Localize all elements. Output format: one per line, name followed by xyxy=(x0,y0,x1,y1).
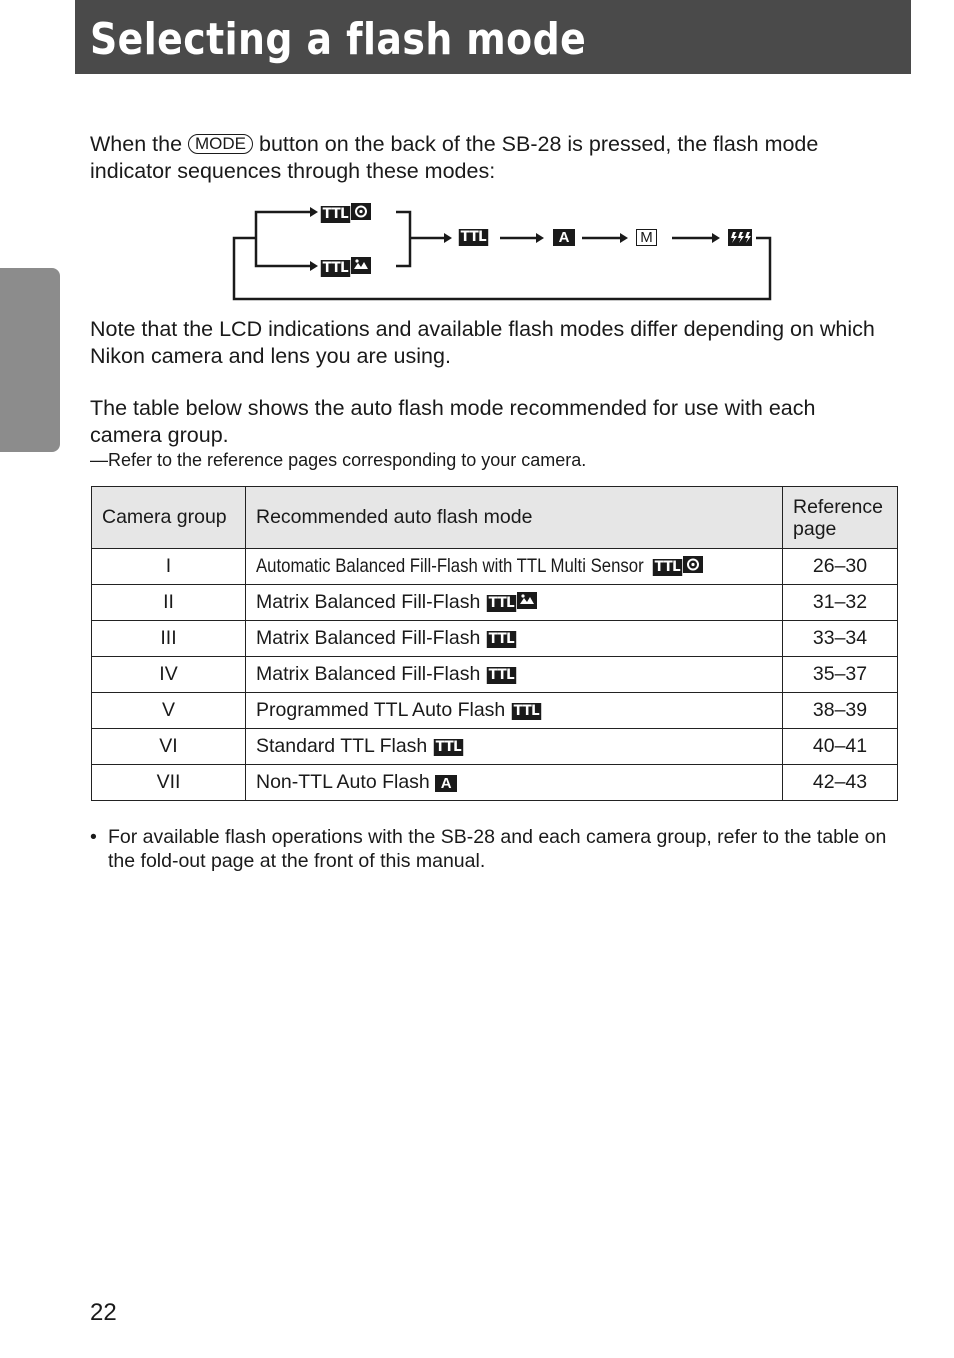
intro-after: button on the back of the SB-28 is pressed, the flash mode indicator sequences through these modes: xyxy=(90,132,819,183)
table-row xyxy=(92,585,898,621)
table-row xyxy=(92,621,898,657)
manual-m-badge: M xyxy=(636,229,657,246)
ttl-badge: TTL xyxy=(488,595,514,611)
cell-mode xyxy=(246,585,783,621)
ttl-badge: TTL xyxy=(488,631,514,647)
cell-mode-text: Matrix Balanced Fill-Flash xyxy=(256,591,481,613)
table-row xyxy=(92,729,898,765)
mode-a xyxy=(553,229,575,247)
cell-group: V xyxy=(92,693,246,729)
page-number: 22 xyxy=(90,1299,117,1326)
cell-group: VI xyxy=(92,729,246,765)
table-row xyxy=(92,693,898,729)
cell-mode xyxy=(246,765,783,801)
multi-sensor-icon xyxy=(683,556,703,573)
cell-mode-text: Standard TTL Flash xyxy=(256,735,428,757)
cell-mode-text: Matrix Balanced Fill-Flash xyxy=(256,627,481,649)
mode-ttl-matrix xyxy=(320,257,371,278)
ttl-badge: TTL xyxy=(460,229,487,245)
multi-sensor-icon xyxy=(351,203,371,220)
intro-before: When the xyxy=(90,132,183,156)
table-row xyxy=(92,549,898,585)
cell-mode xyxy=(246,693,783,729)
cell-ref: 35–37 xyxy=(783,657,898,693)
auto-a-badge: A xyxy=(553,229,575,246)
cell-ref: 31–32 xyxy=(783,585,898,621)
cell-mode-text: Non-TTL Auto Flash xyxy=(256,771,430,793)
auto-a-badge: A xyxy=(435,775,457,792)
cell-group: III xyxy=(92,621,246,657)
matrix-landscape-icon xyxy=(517,592,537,609)
ttl-badge: TTL xyxy=(513,703,539,719)
ttl-badge: TTL xyxy=(654,559,681,575)
cell-ref: 26–30 xyxy=(783,549,898,585)
page-title: Selecting a flash mode xyxy=(90,14,587,65)
table-intro: The table below shows the auto flash mode recommended for use with each camera group. xyxy=(90,396,816,447)
reference-line: —Refer to the reference pages corresponding to your camera. xyxy=(90,450,587,470)
bullet-mark: • xyxy=(90,826,97,848)
bullet-note xyxy=(90,825,890,873)
camera-group-table xyxy=(91,486,898,801)
cell-mode xyxy=(246,621,783,657)
mode-repeating xyxy=(728,229,752,250)
flash-mode-diagram xyxy=(226,196,786,308)
cell-group: II xyxy=(92,585,246,621)
mode-m xyxy=(636,229,657,247)
cell-mode xyxy=(246,729,783,765)
cell-mode xyxy=(246,549,783,585)
cell-mode-text: Automatic Balanced Fill-Flash with TTL Multi Sensor xyxy=(256,555,644,577)
mode-button-label: MODE xyxy=(188,134,253,154)
header-reference-page: Reference page xyxy=(783,487,898,549)
cell-mode-text: Programmed TTL Auto Flash xyxy=(256,699,506,721)
intro-paragraph xyxy=(90,131,890,185)
cell-mode-text: Matrix Balanced Fill-Flash xyxy=(256,663,481,685)
cell-group: VII xyxy=(92,765,246,801)
ttl-badge: TTL xyxy=(322,260,349,276)
table-row xyxy=(92,657,898,693)
cell-group: I xyxy=(92,549,246,585)
header-camera-group: Camera group xyxy=(92,487,246,549)
cell-ref: 40–41 xyxy=(783,729,898,765)
header-flash-mode: Recommended auto flash mode xyxy=(246,487,783,549)
ttl-badge: TTL xyxy=(322,206,349,222)
ttl-badge: TTL xyxy=(488,667,514,683)
lcd-note: Note that the LCD indications and available flash modes differ depending on which Nikon camera and lens you are using. xyxy=(90,317,875,368)
table-row xyxy=(92,765,898,801)
diagram-lines xyxy=(226,196,786,308)
cell-ref: 42–43 xyxy=(783,765,898,801)
table-header-row xyxy=(92,487,898,549)
cell-ref: 33–34 xyxy=(783,621,898,657)
bullet-note-text: For available flash operations with the SB-28 and each camera group, refer to the table on the fold-out page at the front of this manual. xyxy=(108,826,887,872)
mode-ttl-multi-sensor xyxy=(320,203,371,224)
ttl-badge: TTL xyxy=(435,739,461,755)
side-tab xyxy=(0,268,60,452)
cell-ref: 38–39 xyxy=(783,693,898,729)
matrix-landscape-icon xyxy=(351,257,371,274)
cell-mode xyxy=(246,657,783,693)
cell-group: IV xyxy=(92,657,246,693)
mode-ttl xyxy=(458,229,489,247)
repeating-flash-icon xyxy=(728,229,752,246)
